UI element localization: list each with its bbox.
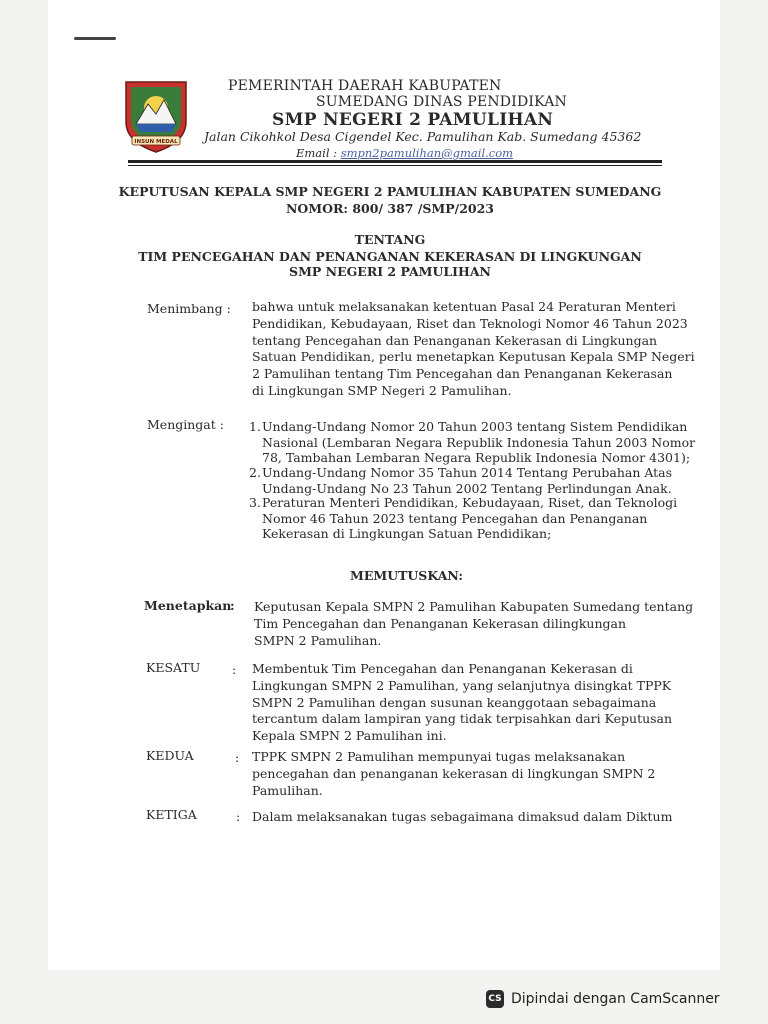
school-name: SMP NEGERI 2 PAMULIHAN	[272, 110, 554, 130]
decree-number: NOMOR: 800/ 387 /SMP/2023	[285, 201, 495, 216]
text-line: pencegahan dan penanganan kekerasan di lingkungan SMPN 2	[252, 765, 656, 781]
camscanner-icon: CS	[486, 990, 504, 1008]
kesatu-text	[252, 661, 673, 745]
text-line: Undang-Undang Nomor 35 Tahun 2014 Tentang Perubahan Atas	[262, 465, 673, 480]
menimbang-label: Menimbang :	[147, 301, 231, 316]
text-line: tentang Pencegahan dan Penanganan Kekerasan di Lingkungan	[252, 332, 658, 348]
mengingat-item-2	[262, 465, 673, 496]
text-line: Tim Pencegahan dan Penanganan Kekerasan dilingkungan	[254, 615, 627, 631]
text-line: Lingkungan SMPN 2 Pamulihan, yang selanjutnya disingkat TPPK	[252, 677, 672, 693]
camscanner-watermark	[486, 988, 720, 1010]
menetapkan-label: Menetapkan	[144, 598, 232, 613]
text-line: Undang-Undang No 23 Tahun 2002 Tentang Perlindungan Anak.	[262, 480, 672, 496]
svg-text:INSUN MEDAL: INSUN MEDAL	[134, 139, 178, 145]
decree-subject-1: TIM PENCEGAHAN DAN PENANGANAN KEKERASAN DI LINGKUNGAN	[138, 249, 642, 264]
text-line: Undang-Undang Nomor 20 Tahun 2003 tentang Sistem Pendidikan	[262, 419, 688, 434]
text-line: 2 Pamulihan tentang Tim Pencegahan dan Penanganan Kekerasan	[252, 366, 673, 382]
text-line: Nomor 46 Tahun 2023 tentang Pencegahan dan Penanganan	[262, 510, 648, 526]
kesatu-colon: :	[232, 662, 237, 677]
letterhead-line-2: SUMEDANG DINAS PENDIDIKAN	[316, 94, 567, 110]
text-line: SMPN 2 Pamulihan dengan susunan keanggotaan sebagaimana	[252, 694, 657, 710]
text-line: TPPK SMPN 2 Pamulihan mempunyai tugas melaksanakan	[252, 749, 626, 764]
kedua-colon: :	[235, 750, 240, 765]
text-line: Pamulihan.	[252, 782, 323, 798]
decree-about: TENTANG	[354, 232, 426, 247]
school-address: Jalan Cikohkol Desa Cigendel Kec. Pamulihan Kab. Sumedang 45362	[204, 129, 642, 144]
letterhead-rule-thick	[128, 160, 662, 163]
list-number: 2.	[249, 465, 261, 480]
text-line: Satuan Pendidikan, perlu menetapkan Keputusan Kepala SMP Negeri	[252, 349, 695, 365]
memutuskan-heading: MEMUTUSKAN:	[350, 568, 463, 583]
kedua-label: KEDUA	[146, 748, 194, 763]
letterhead-rule-thin	[128, 165, 662, 166]
text-line: Nasional (Lembaran Negara Republik Indonesia Tahun 2003 Nomor	[262, 434, 696, 450]
text-line: Membentuk Tim Pencegahan dan Penanganan Kekerasan di	[252, 661, 633, 676]
ketiga-label: KETIGA	[146, 807, 197, 822]
text-line: SMPN 2 Pamulihan.	[254, 632, 382, 648]
decree-subject-2: SMP NEGERI 2 PAMULIHAN	[289, 264, 491, 279]
list-number: 1.	[249, 419, 261, 434]
text-line: Keputusan Kepala SMPN 2 Pamulihan Kabupaten Sumedang tentang	[254, 599, 694, 614]
text-line: Pendidikan, Kebudayaan, Riset dan Teknologi Nomor 46 Tahun 2023	[252, 315, 688, 331]
text-line: Kekerasan di Lingkungan Satuan Pendidikan;	[262, 526, 552, 541]
email-link[interactable]: smpn2pamulihan@gmail.com	[340, 146, 514, 160]
ketiga-text	[252, 809, 673, 826]
mengingat-item-3	[262, 495, 678, 542]
kesatu-label: KESATU	[146, 660, 201, 675]
email-label: Email :	[296, 146, 338, 160]
school-email	[296, 146, 513, 160]
decree-title: KEPUTUSAN KEPALA SMP NEGERI 2 PAMULIHAN KABUPATEN SUMEDANG	[118, 184, 662, 199]
mengingat-item-1	[262, 419, 696, 466]
menetapkan-colon: :	[230, 598, 235, 613]
text-line: tercantum dalam lampiran yang tidak terpisahkan dari Keputusan	[252, 711, 673, 727]
menetapkan-text	[254, 599, 694, 649]
menimbang-text	[252, 299, 695, 400]
text-line: 78, Tambahan Lembaran Negara Republik Indonesia Nomor 4301);	[262, 450, 691, 465]
text-line: Dalam melaksanakan tugas sebagaimana dimaksud dalam Diktum	[252, 809, 673, 824]
list-number: 3.	[249, 495, 261, 510]
text-line: bahwa untuk melaksanakan ketentuan Pasal 24 Peraturan Menteri	[252, 299, 676, 314]
scan-artifact	[74, 37, 116, 40]
kedua-text	[252, 749, 656, 799]
sumedang-crest-icon	[122, 78, 190, 154]
mengingat-label: Mengingat :	[147, 417, 224, 432]
text-line: Peraturan Menteri Pendidikan, Kebudayaan, Riset, dan Teknologi	[262, 495, 678, 510]
camscanner-text: Dipindai dengan CamScanner	[511, 991, 720, 1007]
letterhead-line-1: PEMERINTAH DAERAH KABUPATEN	[228, 78, 502, 94]
ketiga-colon: :	[236, 809, 241, 824]
text-line: di Lingkungan SMP Negeri 2 Pamulihan.	[252, 382, 512, 398]
text-line: Kepala SMPN 2 Pamulihan ini.	[252, 728, 447, 744]
